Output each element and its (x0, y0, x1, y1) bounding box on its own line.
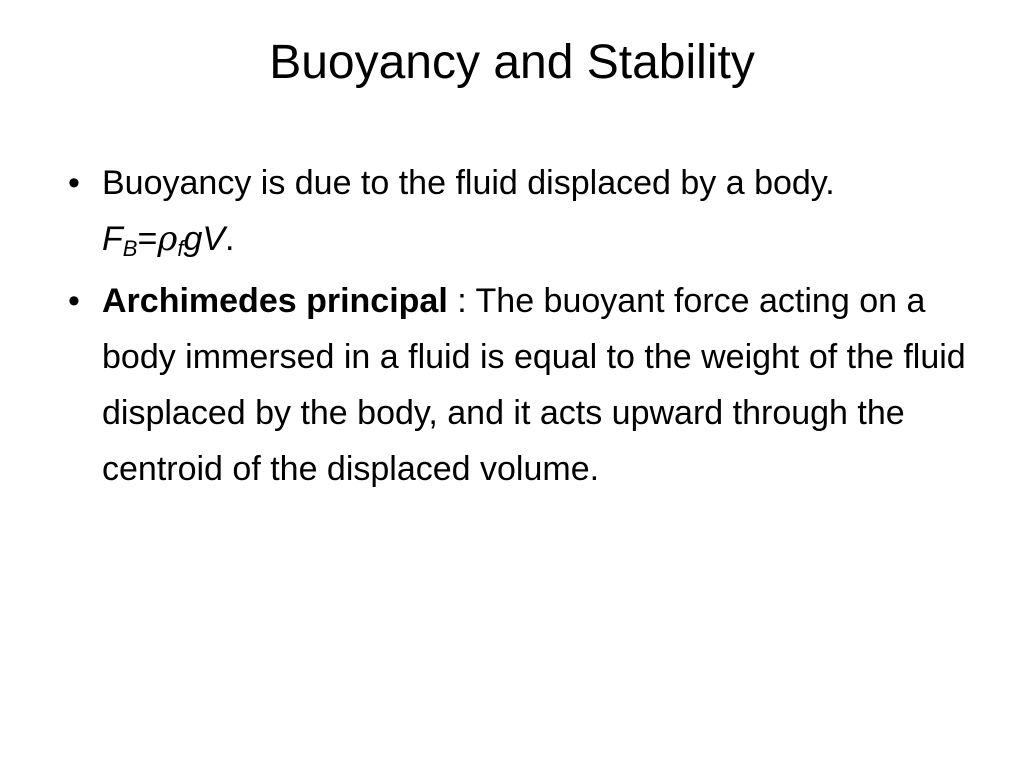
density-subscript: f (177, 236, 184, 261)
bullet-item-buoyancy (68, 155, 968, 267)
archimedes-definition: The buoyant force acting on a body immersed in a fluid is equal to the weight of the fluid displaced by the body, and it acts upward through the centroid of the displaced volume. (102, 282, 966, 488)
bullet-glyph: • (68, 282, 80, 320)
density-symbol: ρ (157, 219, 178, 259)
force-subscript: B (122, 236, 138, 261)
term-separator: : (447, 282, 476, 320)
bullet-text: Buoyancy is due to the fluid displaced by a body. (102, 164, 835, 202)
formula-end: . (225, 220, 235, 258)
bullet-list (68, 155, 968, 503)
force-symbol: F (102, 220, 123, 258)
equals-sign: = (137, 220, 158, 258)
formula-remainder: gV (183, 220, 226, 258)
bullet-glyph: • (68, 164, 80, 202)
buoyancy-formula (102, 219, 235, 261)
slide-title: Buoyancy and Stability (269, 36, 755, 89)
archimedes-term: Archimedes principal (102, 282, 448, 320)
bullet-item-archimedes (68, 273, 968, 497)
